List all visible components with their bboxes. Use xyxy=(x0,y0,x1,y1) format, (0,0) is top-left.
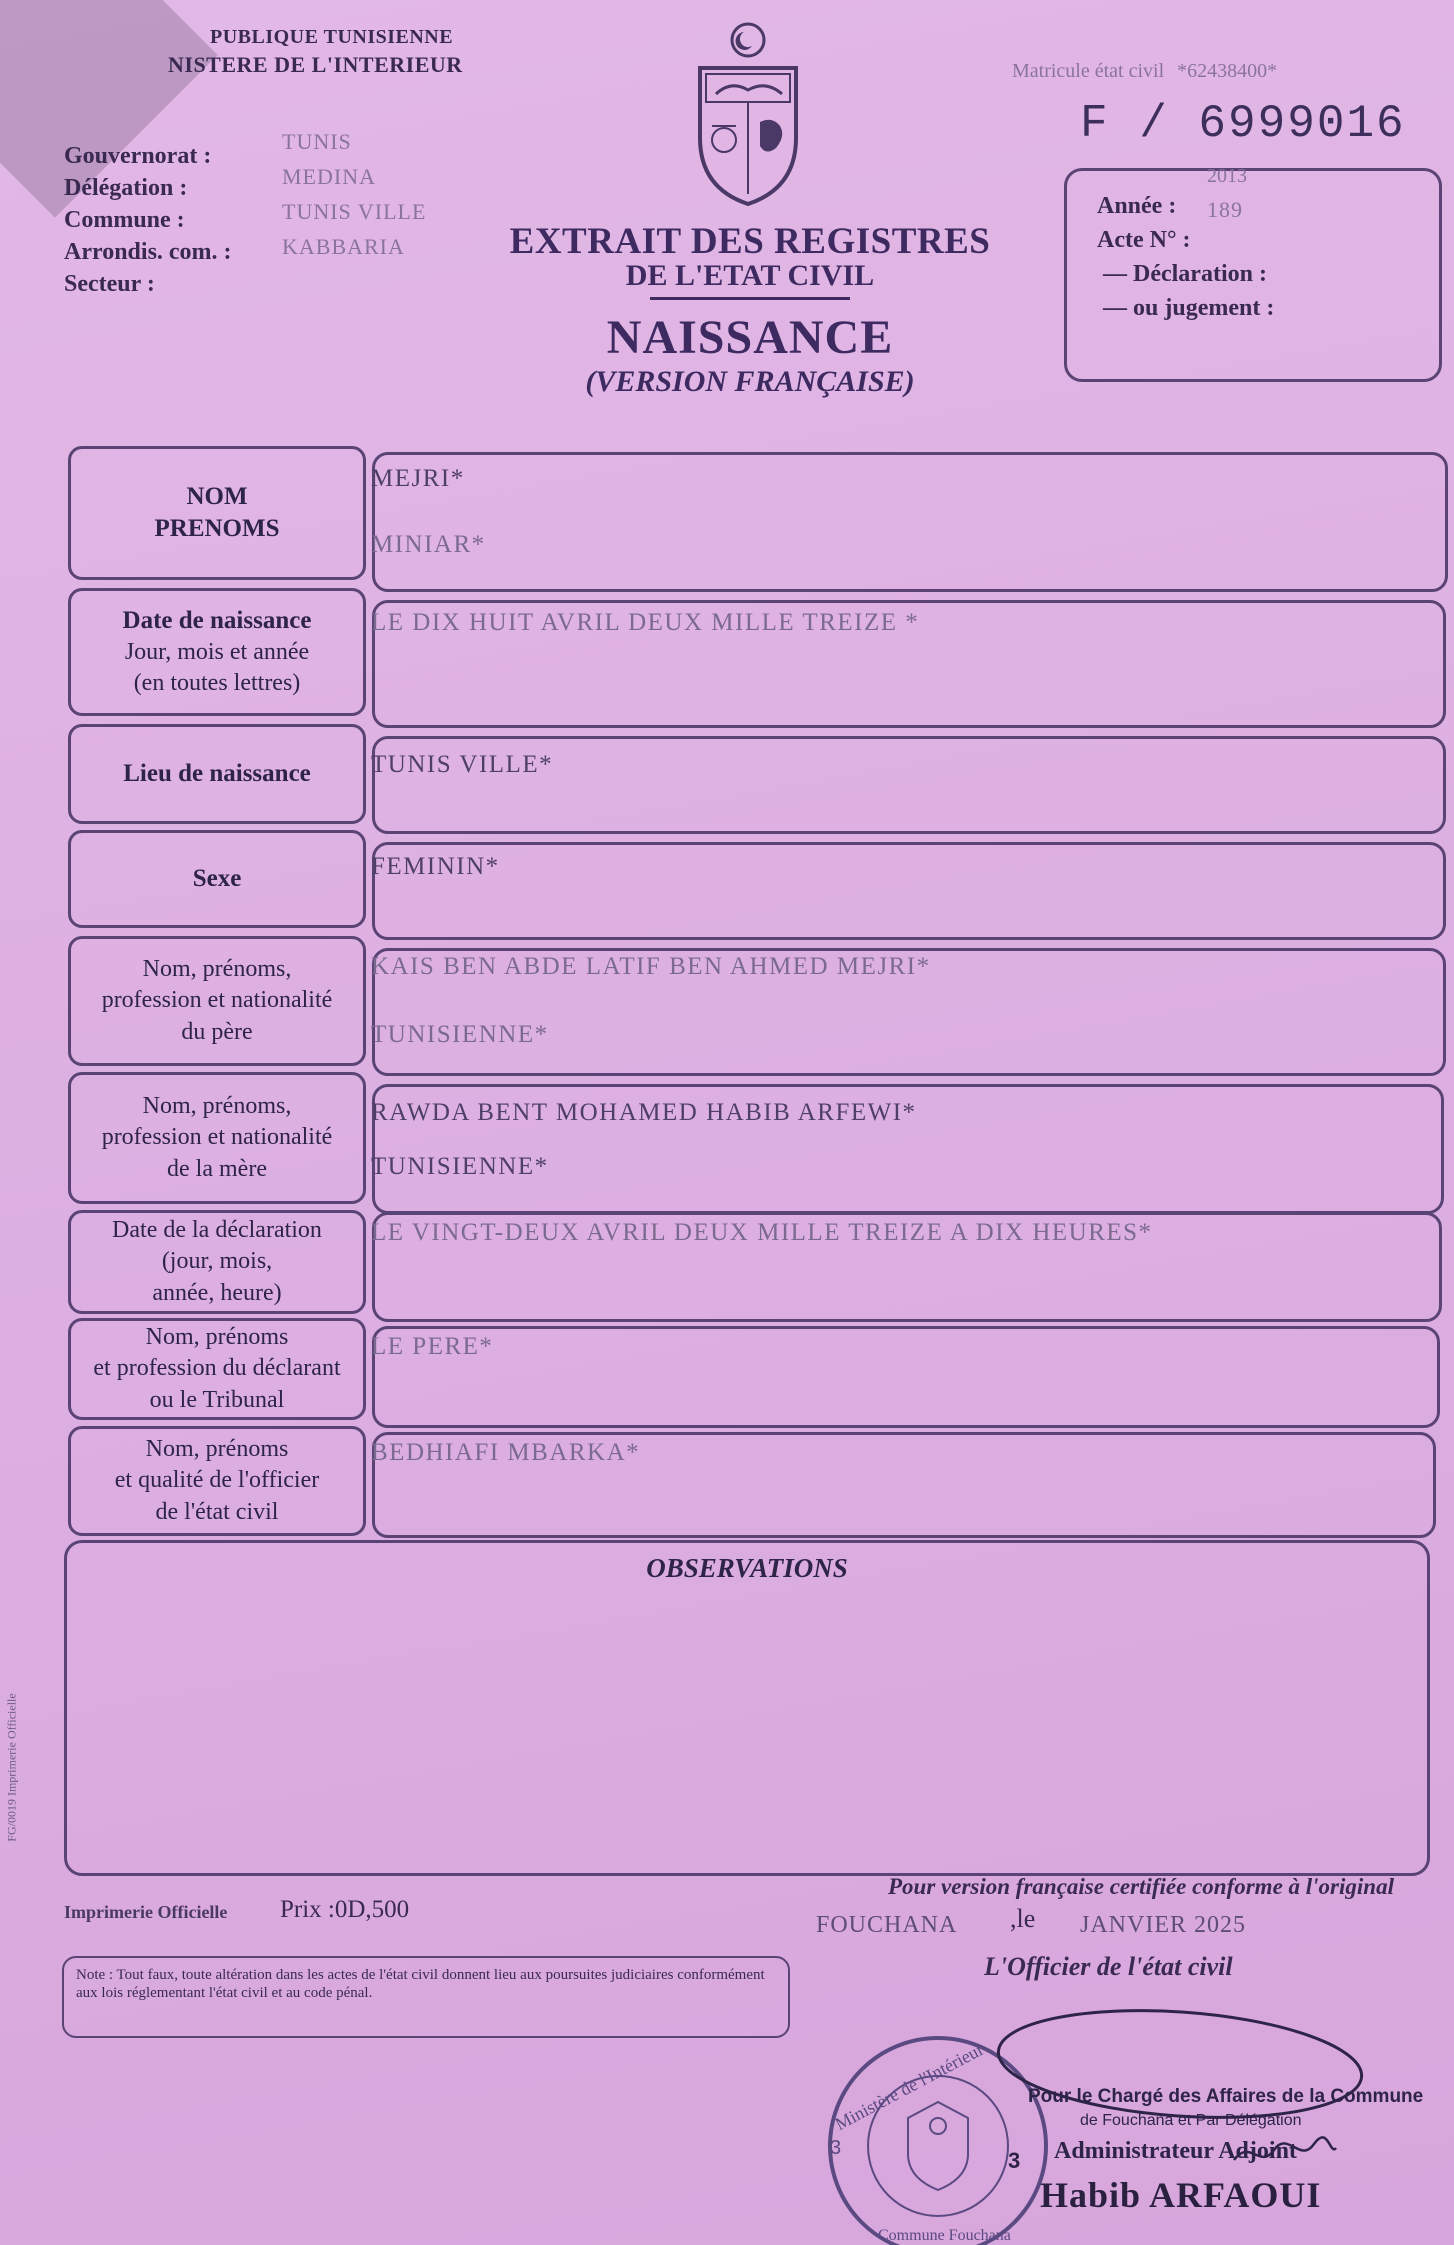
arrondissement-label: Arrondis. com. : xyxy=(64,239,232,265)
sexe-label xyxy=(68,830,366,928)
officier-label-line2: et qualité de l'officier xyxy=(114,1467,320,1494)
prenoms-value: MINIAR* xyxy=(371,531,486,558)
pere-label xyxy=(68,936,366,1066)
officier-label xyxy=(68,1426,366,1536)
acte-number-label: Acte N° : xyxy=(1097,227,1191,253)
republic-label: PUBLIQUE TUNISIENNE xyxy=(210,26,454,48)
declarant-label xyxy=(68,1318,366,1420)
declarant-field xyxy=(372,1326,1440,1428)
declaration-label-line1: Date de la déclaration xyxy=(112,1217,322,1244)
delegation-label: Délégation : xyxy=(64,175,188,201)
officier-label-line3: de l'état civil xyxy=(155,1498,279,1525)
signer-name: Habib ARFAOUI xyxy=(1040,2175,1322,2215)
stamp-line2: de Fouchana et Par Délégation xyxy=(1080,2112,1302,2129)
prix-label: Prix :0D,500 xyxy=(280,1896,410,1923)
pere-label-line3: du père xyxy=(181,1018,253,1045)
title-block xyxy=(470,220,1030,399)
coat-of-arms-emblem xyxy=(686,18,810,208)
stamp-line3: Administrateur Adjoint xyxy=(1054,2138,1297,2164)
pere-label-line2: profession et nationalité xyxy=(101,987,333,1014)
matricule-label: Matricule état civil xyxy=(1012,60,1165,82)
secteur-label: Secteur : xyxy=(64,271,155,297)
side-printer-mark: FG/0019 Imprimerie Officielle xyxy=(4,1693,19,1842)
mere-nationality-value: TUNISIENNE* xyxy=(371,1153,549,1180)
acte-box xyxy=(1064,165,1442,382)
date-naissance-label-line2: Jour, mois et année xyxy=(124,639,310,666)
lieu-naissance-label-text: Lieu de naissance xyxy=(123,759,311,787)
declaration-label-line2: (jour, mois, xyxy=(161,1248,273,1275)
month-year-value: JANVIER 2025 xyxy=(1080,1912,1246,1938)
officer-title: L'Officier de l'état civil xyxy=(984,1952,1233,1981)
nom-prenoms-field xyxy=(372,452,1448,592)
commune-label: Commune : xyxy=(64,207,185,233)
stamp-ring-bottom: Commune Fouchana xyxy=(878,2227,1011,2244)
location-labels xyxy=(64,140,232,300)
pere-name-value: KAIS BEN ABDE LATIF BEN AHMED MEJRI* xyxy=(371,953,931,980)
date-naissance-label-line3: (en toutes lettres) xyxy=(133,670,301,697)
title-extrait: EXTRAIT DES REGISTRES xyxy=(509,221,991,262)
commune-value: TUNIS VILLE xyxy=(282,199,427,224)
jugement-label: — ou jugement : xyxy=(1103,295,1275,321)
title-version: (VERSION FRANÇAISE) xyxy=(585,365,915,398)
officier-value: BEDHIAFI MBARKA* xyxy=(371,1439,641,1466)
stamp-number-left: 3 xyxy=(830,2137,842,2159)
sexe-value: FEMININ* xyxy=(371,853,500,880)
certified-statement: Pour version française certifiée conforme à l'original xyxy=(888,1874,1394,1899)
lieu-naissance-value: TUNIS VILLE* xyxy=(371,751,554,778)
mere-label-line1: Nom, prénoms, xyxy=(142,1093,292,1120)
date-naissance-field xyxy=(372,600,1446,728)
mere-label xyxy=(68,1072,366,1204)
imprimerie-label: Imprimerie Officielle xyxy=(64,1902,228,1922)
sexe-field xyxy=(372,842,1446,940)
legal-note-box xyxy=(62,1956,790,2038)
nom-label: NOM xyxy=(186,482,248,510)
matricule-value: *62438400* xyxy=(1177,60,1278,82)
pere-nationality-value: TUNISIENNE* xyxy=(371,1021,549,1048)
nom-prenoms-label xyxy=(68,446,366,580)
declaration-label-line3: année, heure) xyxy=(152,1279,282,1306)
legal-note-text: Note : Tout faux, toute altération dans les actes de l'état civil donnent lieu aux poursuites judiciaires conformément aux lois réglementant l'état civil et au code pénal. xyxy=(76,1967,765,2001)
pere-field xyxy=(372,948,1446,1076)
annee-value: 189 xyxy=(1207,197,1243,222)
stamp-ring-top: Ministère de l'Intérieur xyxy=(831,2038,987,2135)
annee-label: Année : xyxy=(1097,193,1177,219)
lieu-naissance-label xyxy=(68,724,366,824)
observations-title: OBSERVATIONS xyxy=(646,1553,848,1583)
matricule xyxy=(1012,60,1277,83)
place-value: FOUCHANA xyxy=(816,1912,958,1938)
ministry-label: NISTERE DE L'INTERIEUR xyxy=(168,52,463,77)
declarant-label-line3: ou le Tribunal xyxy=(149,1386,285,1413)
declarant-label-line2: et profession du déclarant xyxy=(93,1355,341,1382)
observations-box xyxy=(64,1540,1430,1876)
declaration-label: — Déclaration : xyxy=(1103,261,1267,287)
declaration-date-value: LE VINGT-DEUX AVRIL DEUX MILLE TREIZE A DIX HEURES* xyxy=(371,1219,1153,1246)
title-etat-civil: DE L'ETAT CIVIL xyxy=(625,259,875,292)
date-naissance-label-title: Date de naissance xyxy=(122,606,312,634)
officier-field xyxy=(372,1432,1436,1538)
officier-label-line1: Nom, prénoms xyxy=(145,1436,289,1463)
declaration-date-label xyxy=(68,1210,366,1314)
delegation-value: MEDINA xyxy=(282,164,376,189)
date-naissance-value: LE DIX HUIT AVRIL DEUX MILLE TREIZE * xyxy=(371,609,920,636)
date-naissance-label xyxy=(68,588,366,716)
declarant-value: LE PERE* xyxy=(371,1333,494,1360)
lieu-naissance-field xyxy=(372,736,1446,834)
nom-value: MEJRI* xyxy=(371,465,465,492)
handwritten-signature xyxy=(1230,2134,1340,2174)
mere-label-line2: profession et nationalité xyxy=(101,1124,333,1151)
mere-field xyxy=(372,1084,1444,1214)
pere-label-line1: Nom, prénoms, xyxy=(142,956,292,983)
declaration-date-field xyxy=(372,1212,1442,1322)
stamp-line1: Pour le Chargé des Affaires de la Commune xyxy=(1028,2086,1424,2107)
mere-label-line3: de la mère xyxy=(167,1155,267,1182)
mere-name-value: RAWDA BENT MOHAMED HABIB ARFEWI* xyxy=(371,1099,917,1126)
arrondissement-value: KABBARIA xyxy=(282,234,405,259)
declarant-label-line1: Nom, prénoms xyxy=(145,1324,289,1351)
title-divider xyxy=(650,297,850,300)
serial-number: F / 6999016 xyxy=(1080,98,1406,150)
prenoms-label: PRENOMS xyxy=(154,515,280,542)
title-naissance: NAISSANCE xyxy=(606,311,894,364)
sexe-label-text: Sexe xyxy=(192,864,242,892)
gouvernorat-label: Gouvernorat : xyxy=(64,143,212,169)
date-le: ,le xyxy=(1010,1904,1036,1933)
location-values xyxy=(282,124,426,264)
gouvernorat-value: TUNIS xyxy=(282,129,352,154)
stamp-number-right: 3 xyxy=(1008,2148,1021,2173)
acte-year-value: 2013 xyxy=(1207,165,1247,187)
